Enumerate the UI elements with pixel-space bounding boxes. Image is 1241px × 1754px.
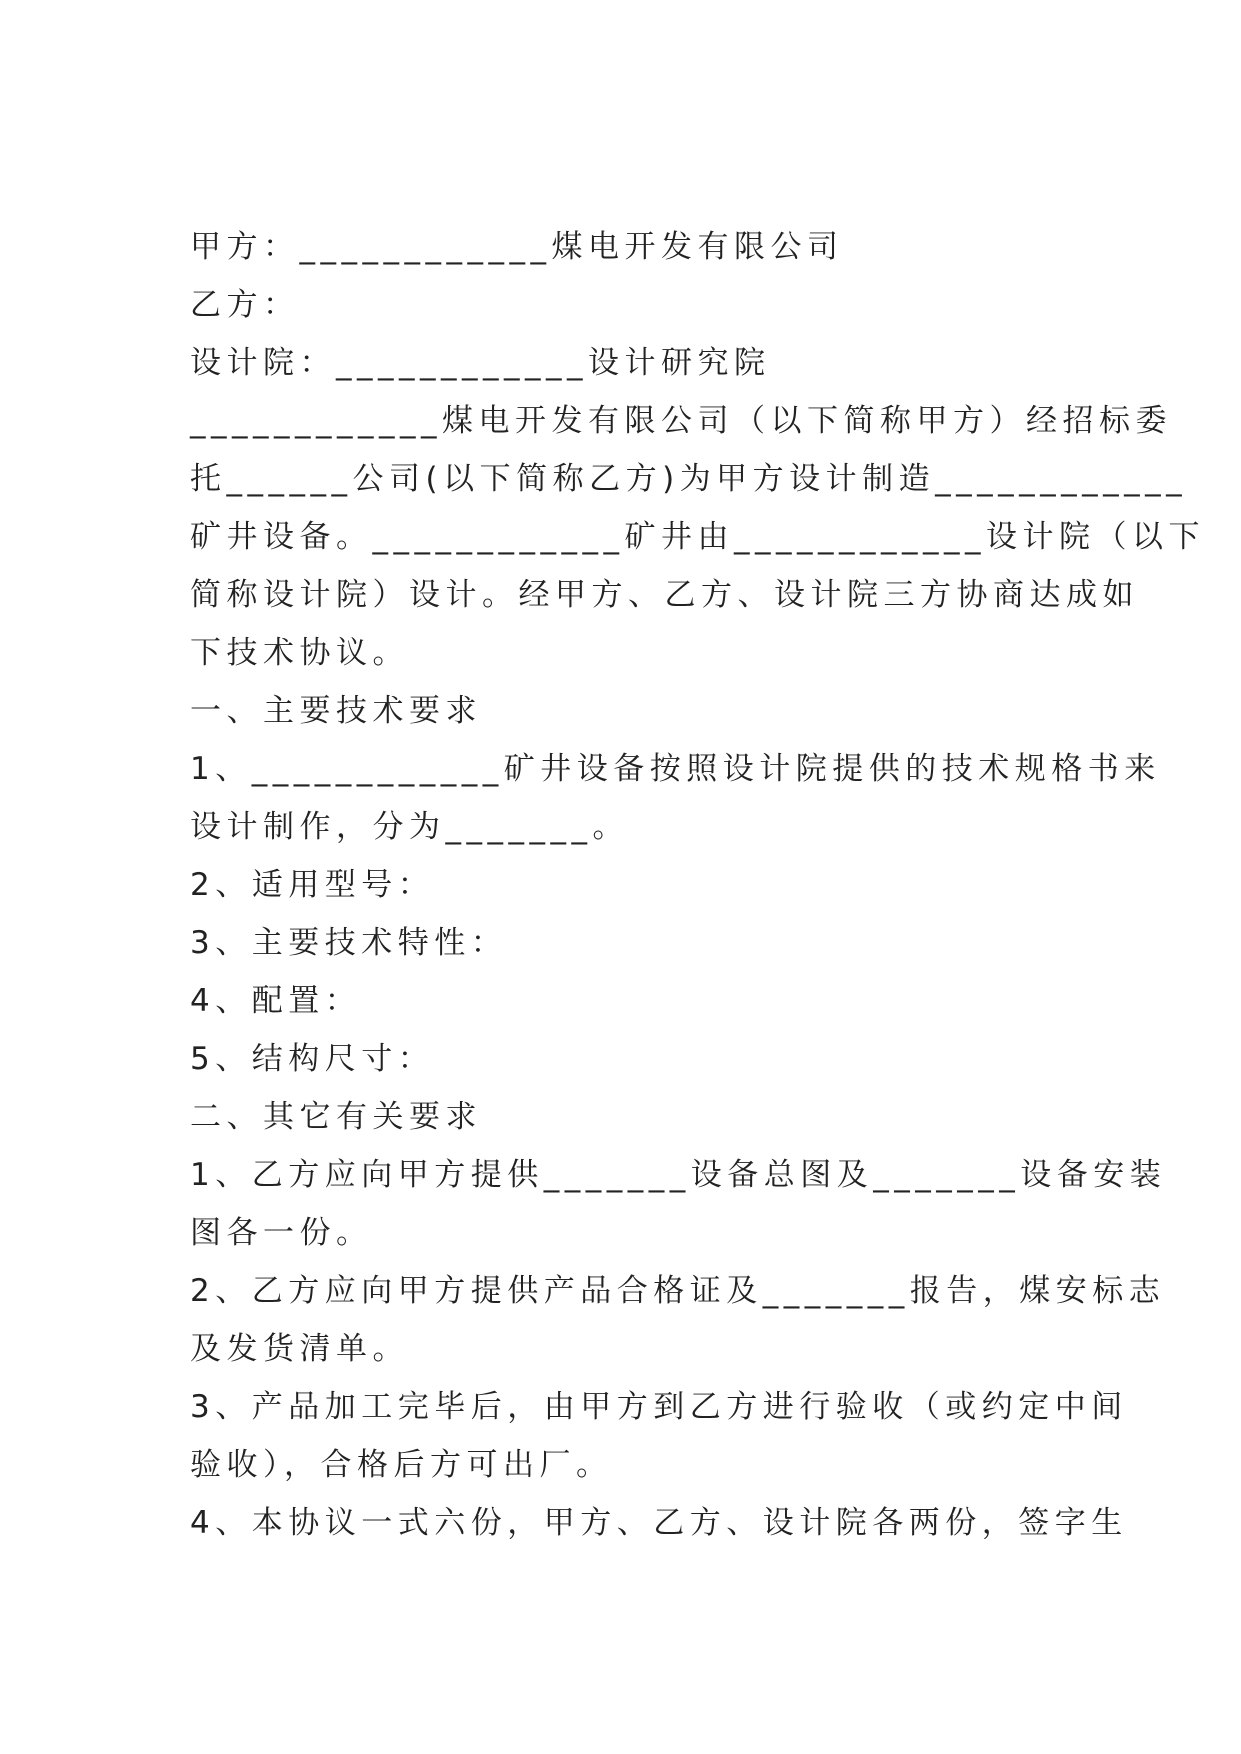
- section-heading: 二、其它有关要求: [190, 1099, 482, 1135]
- list-item: 4、配置：: [190, 983, 362, 1019]
- intro-paragraph-line: 矿井设备。____________矿井由____________设计院（以下: [190, 519, 1205, 555]
- intro-paragraph-line: 下技术协议。: [190, 635, 409, 671]
- list-item: 4、本协议一式六份，甲方、乙方、设计院各两份，签字生: [190, 1505, 1128, 1541]
- party-a-line: 甲方：____________煤电开发有限公司: [190, 229, 844, 265]
- intro-paragraph-line: 托______公司(以下简称乙方)为甲方设计制造____________: [190, 461, 1188, 497]
- section-heading: 一、主要技术要求: [190, 693, 482, 729]
- design-institute-line: 设计院：____________设计研究院: [190, 345, 771, 381]
- intro-paragraph-line: 简称设计院）设计。经甲方、乙方、设计院三方协商达成如: [190, 577, 1139, 613]
- list-item: 1、乙方应向甲方提供_______设备总图及_______设备安装: [190, 1157, 1167, 1193]
- list-item: 2、适用型号：: [190, 867, 435, 903]
- party-b-line: 乙方：: [190, 287, 300, 323]
- list-item: 图各一份。: [190, 1215, 373, 1251]
- list-item: 2、乙方应向甲方提供产品合格证及_______报告，煤安标志: [190, 1273, 1166, 1309]
- list-item: 3、主要技术特性：: [190, 925, 508, 961]
- list-item: 设计制作，分为_______。: [190, 809, 629, 845]
- list-item: 3、产品加工完毕后，由甲方到乙方进行验收（或约定中间: [190, 1389, 1128, 1425]
- list-item: 1、____________矿井设备按照设计院提供的技术规格书来: [190, 751, 1161, 787]
- list-item: 及发货清单。: [190, 1331, 409, 1367]
- agreement-text: [190, 218, 1205, 1552]
- list-item: 验收），合格后方可出厂。: [190, 1447, 613, 1483]
- intro-paragraph-line: ____________煤电开发有限公司（以下简称甲方）经招标委: [190, 403, 1172, 439]
- list-item: 5、结构尺寸：: [190, 1041, 435, 1077]
